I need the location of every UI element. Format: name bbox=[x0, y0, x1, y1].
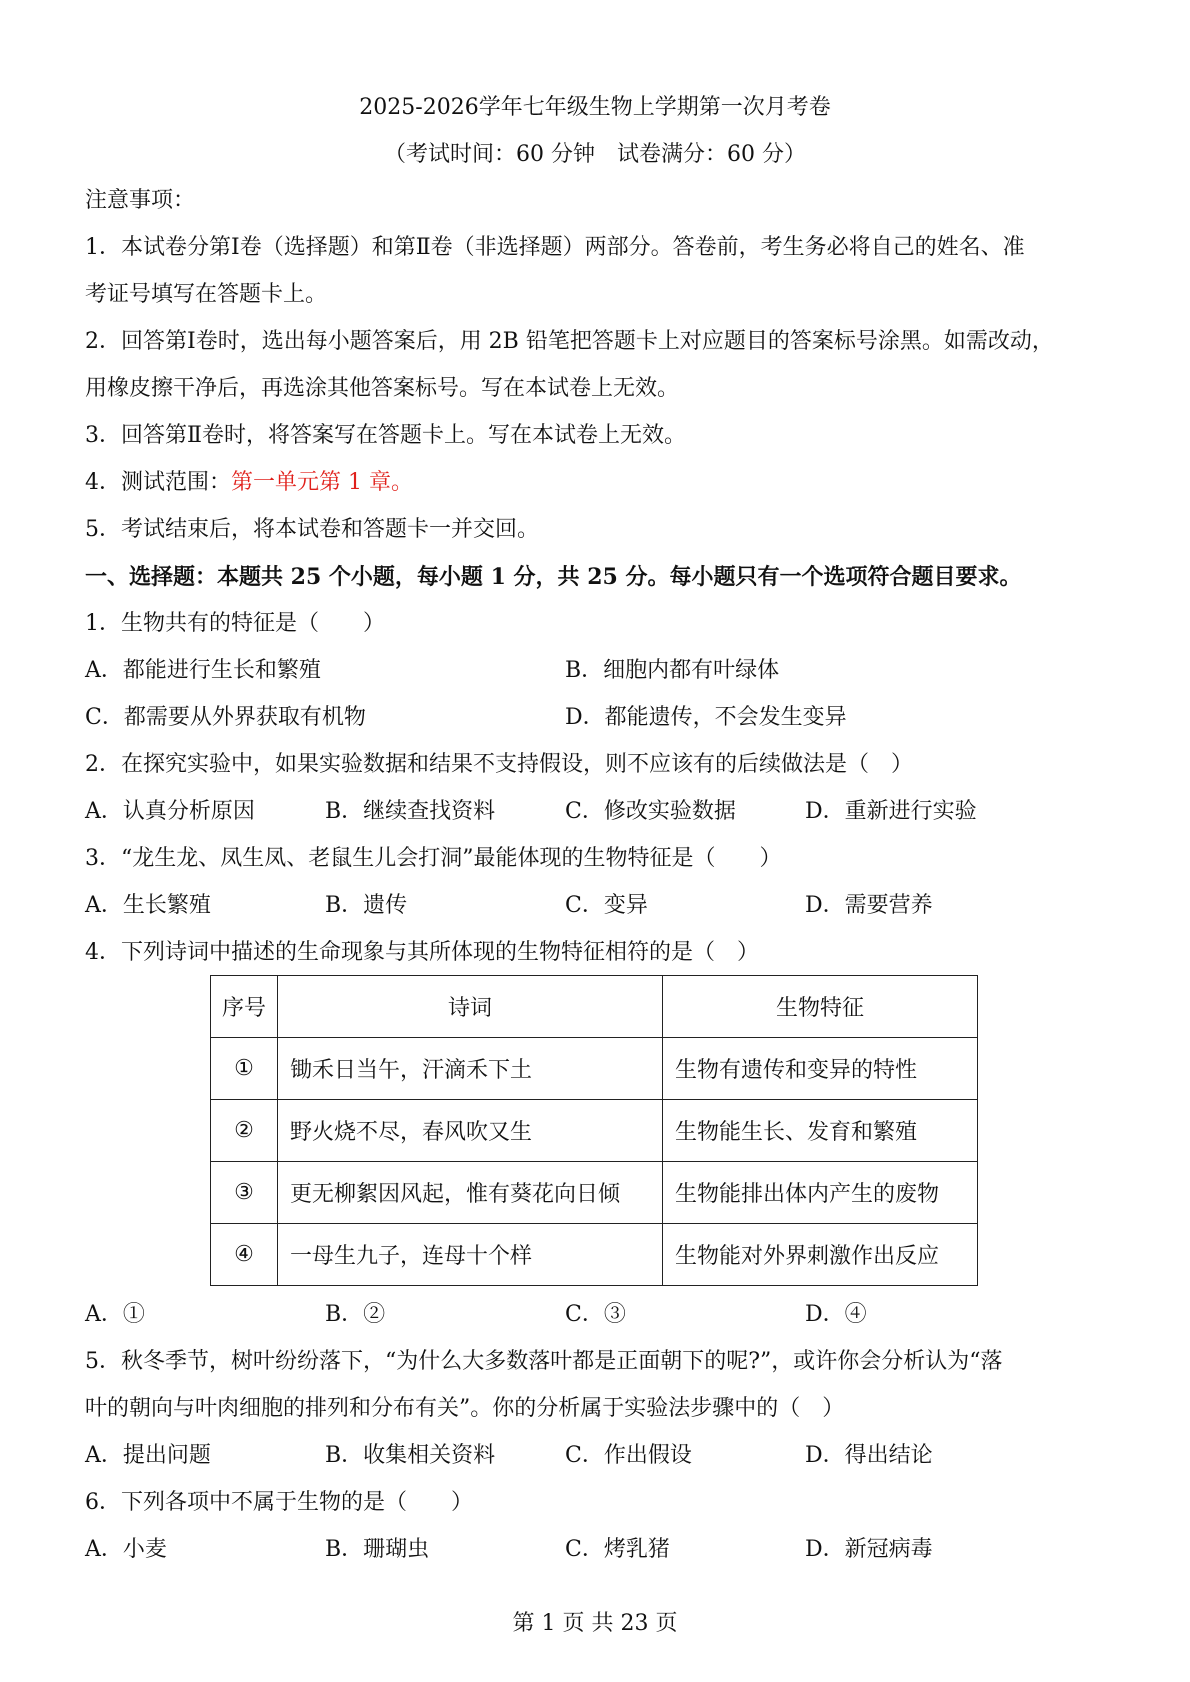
question-3-option-b: B．遗传 bbox=[325, 893, 408, 918]
question-2-option-d: D．重新进行实验 bbox=[805, 799, 977, 824]
question-2-stem: 2．在探究实验中，如果实验数据和结果不支持假设，则不应该有的后续做法是（ ） bbox=[85, 752, 913, 777]
notice-1-line1: 1．本试卷分第Ⅰ卷（选择题）和第Ⅱ卷（非选择题）两部分。答卷前，考生务必将自己的姓名、准 bbox=[85, 235, 1025, 260]
notice-2-line2: 用橡皮擦干净后，再选涂其他答案标号。写在本试卷上无效。 bbox=[85, 376, 680, 401]
question-3-option-a: A．生长繁殖 bbox=[85, 893, 211, 918]
question-5-option-a: A．提出问题 bbox=[85, 1443, 211, 1468]
table-header-cell: 序号 bbox=[211, 976, 278, 1038]
notice-2-line1: 2．回答第Ⅰ卷时，选出每小题答案后，用 2B 铅笔把答题卡上对应题目的答案标号涂黑。如需改动， bbox=[85, 329, 1054, 354]
question-2-option-b: B．继续查找资料 bbox=[325, 799, 496, 824]
table-cell: ① bbox=[211, 1038, 278, 1100]
table-cell: 生物有遗传和变异的特性 bbox=[663, 1038, 978, 1100]
question-5-stem-line2: 叶的朝向与叶肉细胞的排列和分布有关”。你的分析属于实验法步骤中的（ ） bbox=[85, 1396, 845, 1421]
section-heading: 一、选择题：本题共 25 个小题，每小题 1 分，共 25 分。每小题只有一个选项符合题目要求。 bbox=[85, 564, 1022, 590]
question-1-option-c: C．都需要从外界获取有机物 bbox=[85, 705, 366, 730]
notice-4-prefix: 4．测试范围： bbox=[85, 470, 231, 495]
question-5-option-d: D．得出结论 bbox=[805, 1443, 933, 1468]
question-6-option-c: C．烤乳猪 bbox=[565, 1537, 670, 1562]
question-3-stem: 3．“龙生龙、凤生凤、老鼠生儿会打洞”最能体现的生物特征是（ ） bbox=[85, 846, 782, 871]
table-cell: ② bbox=[211, 1100, 278, 1162]
notice-4-scope: 第一单元第 1 章。 bbox=[231, 470, 413, 495]
notice-5: 5．考试结束后，将本试卷和答题卡一并交回。 bbox=[85, 517, 539, 542]
question-3-option-c: C．变异 bbox=[565, 893, 648, 918]
question-4-option-b: B．② bbox=[325, 1302, 386, 1327]
table-row bbox=[211, 1038, 978, 1100]
table-cell: 野火烧不尽，春风吹又生 bbox=[278, 1100, 663, 1162]
notice-3: 3．回答第Ⅱ卷时，将答案写在答题卡上。写在本试卷上无效。 bbox=[85, 423, 686, 448]
table-cell: ③ bbox=[211, 1162, 278, 1224]
question-4-option-d: D．④ bbox=[805, 1302, 867, 1327]
table-header-cell: 生物特征 bbox=[663, 976, 978, 1038]
table-row bbox=[211, 1100, 978, 1162]
question-1-stem: 1．生物共有的特征是（ ） bbox=[85, 611, 385, 636]
exam-title: 2025-2026学年七年级生物上学期第一次月考卷 bbox=[359, 95, 831, 120]
question-4-option-c: C．③ bbox=[565, 1302, 626, 1327]
question-6-option-d: D．新冠病毒 bbox=[805, 1537, 933, 1562]
question-2-option-a: A．认真分析原因 bbox=[85, 799, 255, 824]
table-cell: ④ bbox=[211, 1224, 278, 1286]
notice-4 bbox=[85, 468, 413, 498]
table-cell: 生物能排出体内产生的废物 bbox=[663, 1162, 978, 1224]
notice-1-line2: 考证号填写在答题卡上。 bbox=[85, 282, 328, 307]
question-4-stem: 4．下列诗词中描述的生命现象与其所体现的生物特征相符的是（ ） bbox=[85, 940, 759, 965]
table-cell: 生物能对外界刺激作出反应 bbox=[663, 1224, 978, 1286]
table-cell: 更无柳絮因风起，惟有葵花向日倾 bbox=[278, 1162, 663, 1224]
question-6-option-b: B．珊瑚虫 bbox=[325, 1537, 430, 1562]
question-5-option-c: C．作出假设 bbox=[565, 1443, 692, 1468]
question-1-option-a: A．都能进行生长和繁殖 bbox=[85, 658, 321, 683]
question-1-option-b: B．细胞内都有叶绿体 bbox=[565, 658, 780, 683]
question-6-option-a: A．小麦 bbox=[85, 1537, 167, 1562]
table-cell: 一母生九子，连母十个样 bbox=[278, 1224, 663, 1286]
question-6-stem: 6．下列各项中不属于生物的是（ ） bbox=[85, 1490, 473, 1515]
table-cell: 生物能生长、发育和繁殖 bbox=[663, 1100, 978, 1162]
exam-subtitle: （考试时间：60 分钟 试卷满分：60 分） bbox=[384, 142, 806, 167]
table-cell: 锄禾日当午，汗滴禾下土 bbox=[278, 1038, 663, 1100]
question-2-option-c: C．修改实验数据 bbox=[565, 799, 736, 824]
question-4-table bbox=[210, 975, 978, 1286]
question-5-stem-line1: 5．秋冬季节，树叶纷纷落下，“为什么大多数落叶都是正面朝下的呢?”，或许你会分析认为“落 bbox=[85, 1349, 1003, 1374]
table-row bbox=[211, 1162, 978, 1224]
table-header-cell: 诗词 bbox=[278, 976, 663, 1038]
table-row bbox=[211, 1224, 978, 1286]
table-header-row bbox=[211, 976, 978, 1038]
question-5-option-b: B．收集相关资料 bbox=[325, 1443, 496, 1468]
question-4-option-a: A．① bbox=[85, 1302, 145, 1327]
question-3-option-d: D．需要营养 bbox=[805, 893, 933, 918]
question-1-option-d: D．都能遗传，不会发生变异 bbox=[565, 705, 847, 730]
page-footer: 第 1 页 共 23 页 bbox=[512, 1611, 678, 1636]
notice-heading: 注意事项： bbox=[85, 188, 196, 213]
